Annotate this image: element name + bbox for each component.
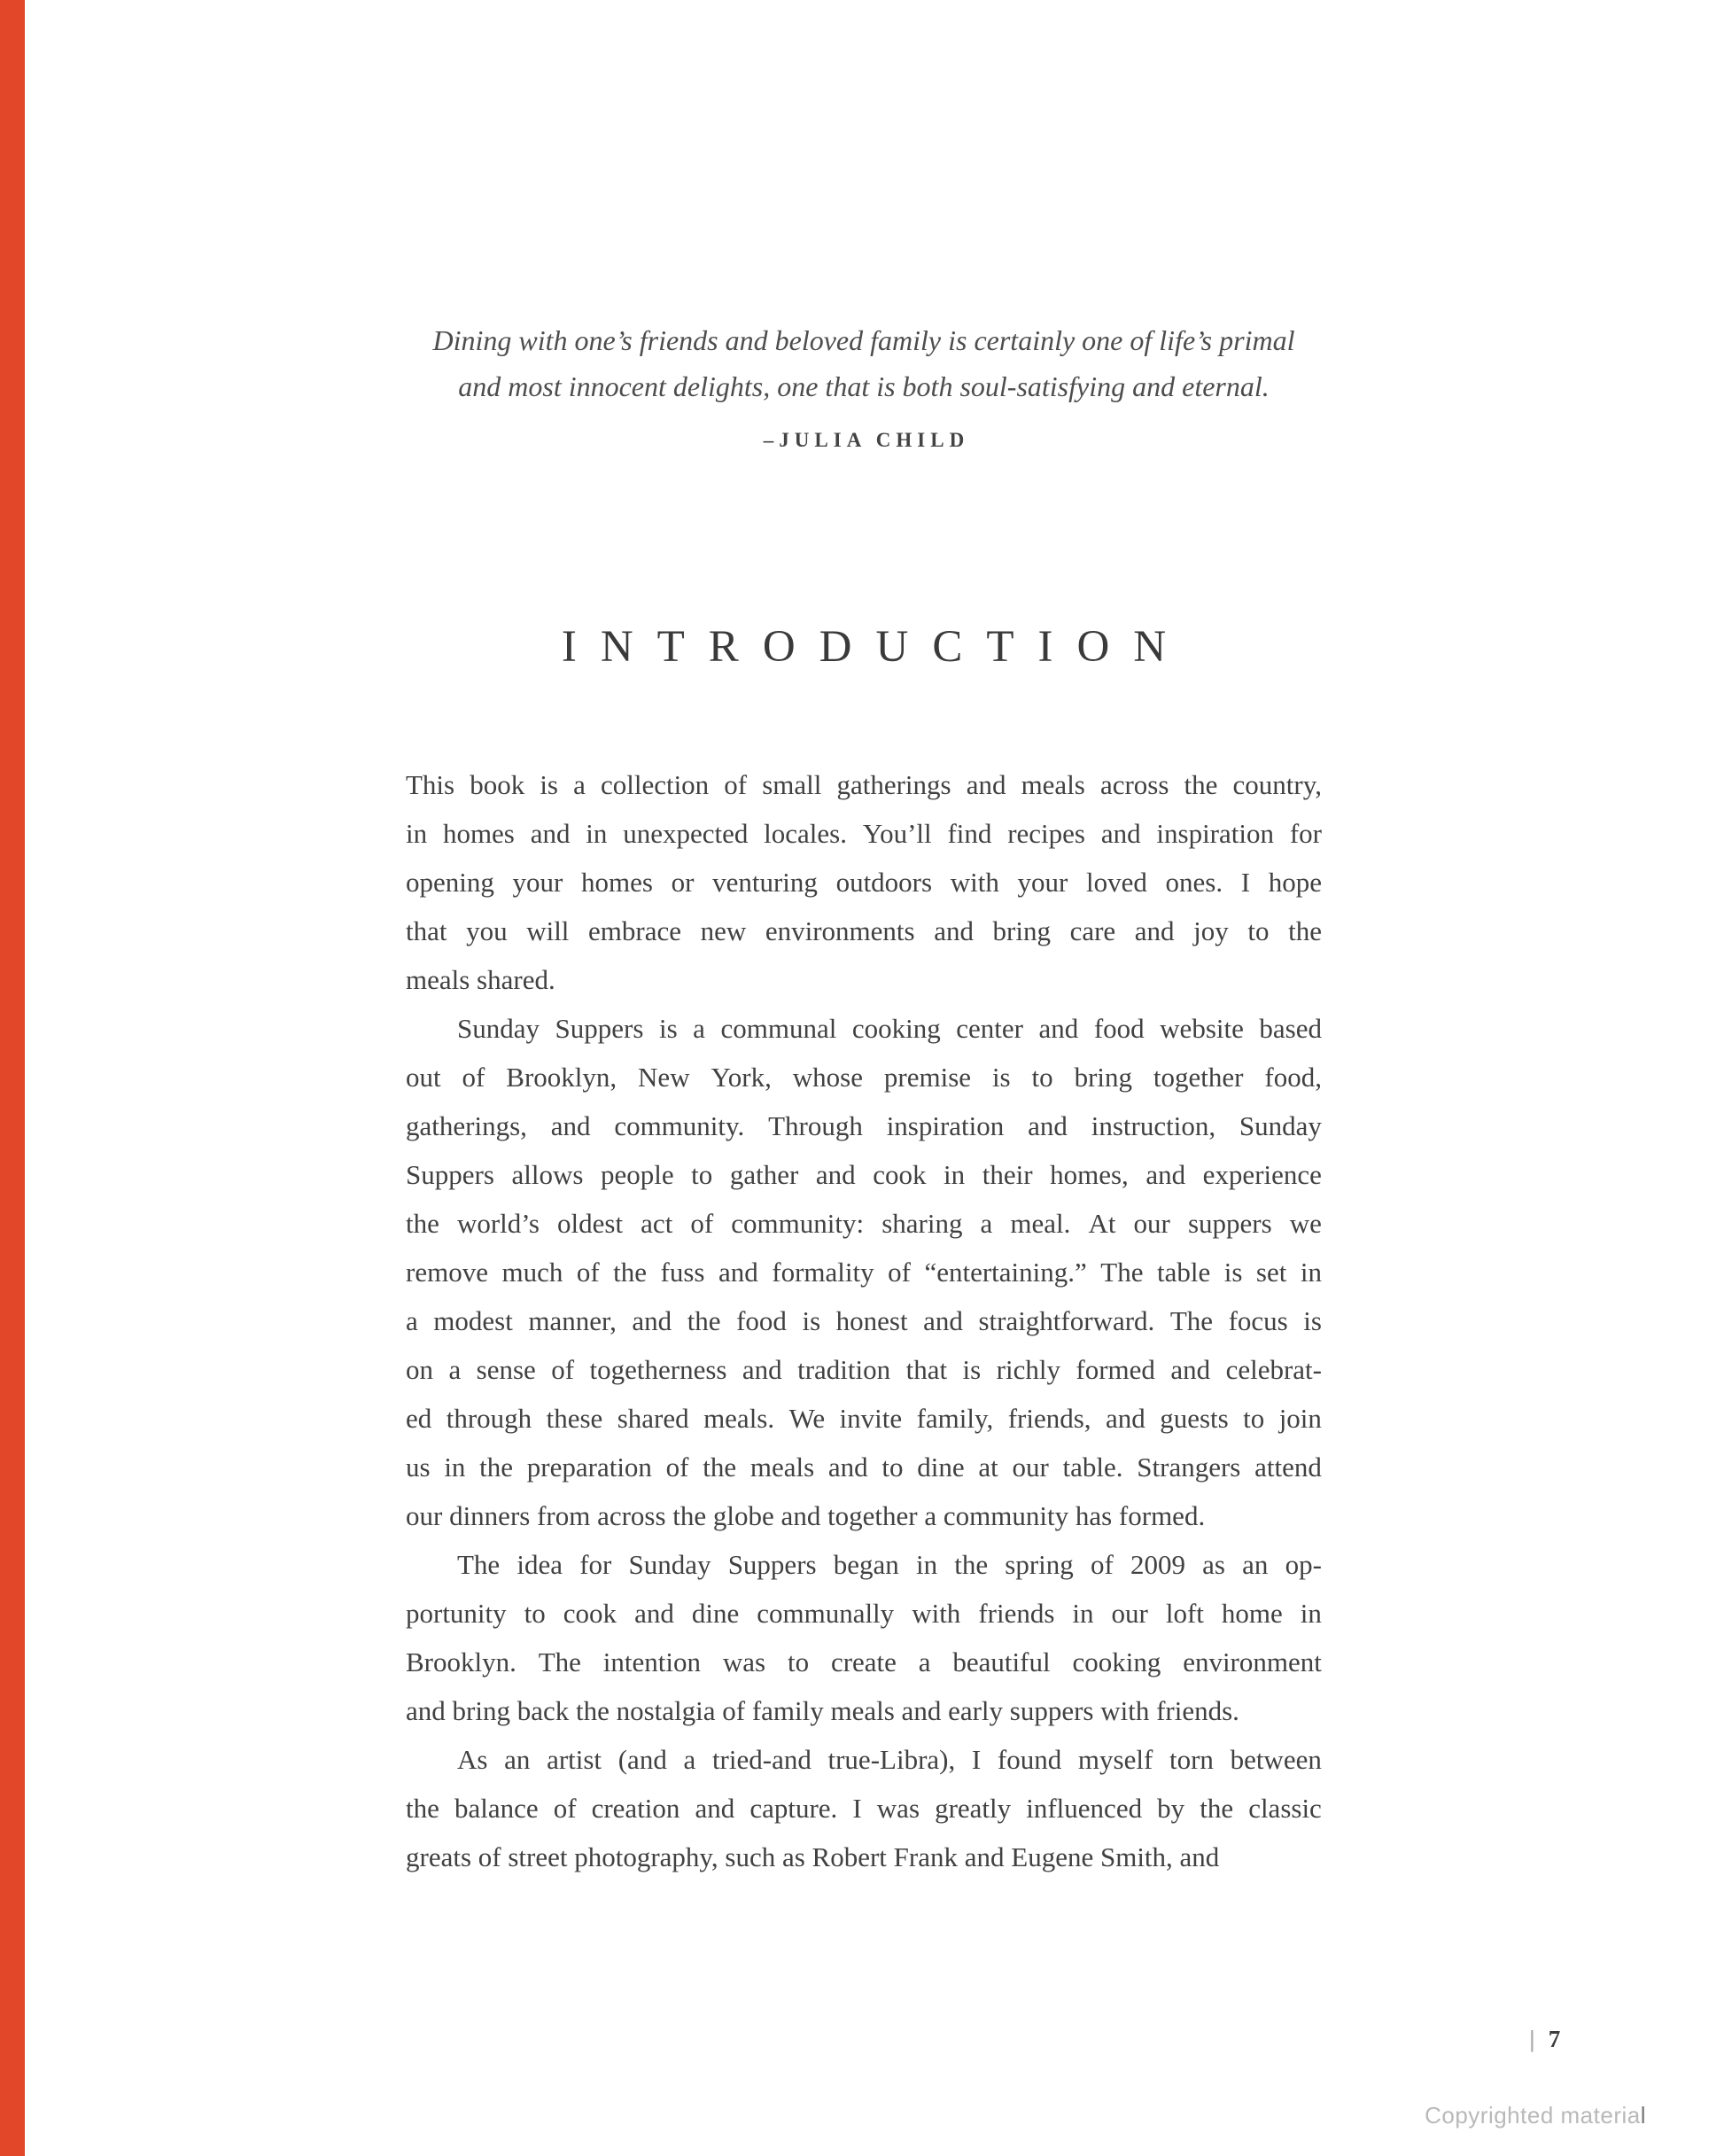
body-text-line: The idea for Sunday Suppers began in the spring of 2009 as an op- bbox=[457, 1549, 1322, 1580]
body-text-line: As an artist (and a tried-and true-Libra), I found myself torn between bbox=[457, 1744, 1322, 1775]
body-text-line: Sunday Suppers is a communal cooking center and food website based bbox=[457, 1013, 1322, 1044]
book-edge-strip bbox=[0, 0, 25, 2156]
body-text-line: meals shared. bbox=[406, 964, 555, 995]
body-text-line: ed through these shared meals. We invite family, friends, and guests to join bbox=[406, 1403, 1322, 1434]
body-text bbox=[406, 760, 1322, 1881]
body-text-line: remove much of the fuss and formality of “entertaining.” The table is set in bbox=[406, 1257, 1322, 1288]
body-text-line: Brooklyn. The intention was to create a beautiful cooking environment bbox=[406, 1646, 1322, 1677]
body-text-line: This book is a collection of small gatherings and meals across the country, bbox=[406, 769, 1322, 800]
epigraph-line: and most innocent delights, one that is both soul-satisfying and eternal. bbox=[458, 370, 1270, 402]
body-text-line: gatherings, and community. Through inspiration and instruction, Sunday bbox=[406, 1110, 1322, 1141]
body-text-line: out of Brooklyn, New York, whose premise is to bring together food, bbox=[406, 1062, 1322, 1093]
body-text-line: the balance of creation and capture. I was greatly influenced by the classic bbox=[406, 1793, 1322, 1824]
body-text-line: and bring back the nostalgia of family meals and early suppers with friends. bbox=[406, 1695, 1239, 1726]
page-number-separator: | bbox=[1529, 2026, 1535, 2052]
body-text-line: in homes and in unexpected locales. You’ll find recipes and inspiration for bbox=[406, 818, 1322, 849]
page-number-value: 7 bbox=[1548, 2026, 1561, 2052]
epigraph bbox=[406, 317, 1322, 452]
copyright-watermark bbox=[1425, 2102, 1646, 2129]
copyright-watermark-text: Copyrighted materia bbox=[1425, 2102, 1641, 2129]
chapter-heading: INTRODUCTION bbox=[561, 622, 1191, 672]
body-text-line: our dinners from across the globe and together a community has formed. bbox=[406, 1500, 1206, 1531]
body-text-line: a modest manner, and the food is honest and straightforward. The focus is bbox=[406, 1305, 1322, 1336]
body-text-line: on a sense of togetherness and tradition that is richly formed and celebrat- bbox=[406, 1354, 1322, 1385]
body-text-line: that you will embrace new environments and bring care and joy to the bbox=[406, 915, 1322, 946]
body-text-line: greats of street photography, such as Robert Frank and Eugene Smith, and bbox=[406, 1841, 1220, 1872]
epigraph-line: Dining with one’s friends and beloved family is certainly one of life’s primal bbox=[432, 324, 1295, 356]
body-text-line: us in the preparation of the meals and to dine at our table. Strangers attend bbox=[406, 1452, 1322, 1483]
body-text-line: the world’s oldest act of community: sharing a meal. At our suppers we bbox=[406, 1208, 1322, 1239]
body-text-line: opening your homes or venturing outdoors with your loved ones. I hope bbox=[406, 867, 1322, 898]
body-text-line: portunity to cook and dine communally with friends in our loft home in bbox=[406, 1598, 1322, 1629]
copyright-watermark-text-end: l bbox=[1640, 2102, 1646, 2129]
body-text-line: Suppers allows people to gather and cook in their homes, and experience bbox=[406, 1159, 1322, 1190]
epigraph-attribution: –JULIA CHILD bbox=[763, 429, 970, 451]
page-number bbox=[1529, 2026, 1560, 2052]
